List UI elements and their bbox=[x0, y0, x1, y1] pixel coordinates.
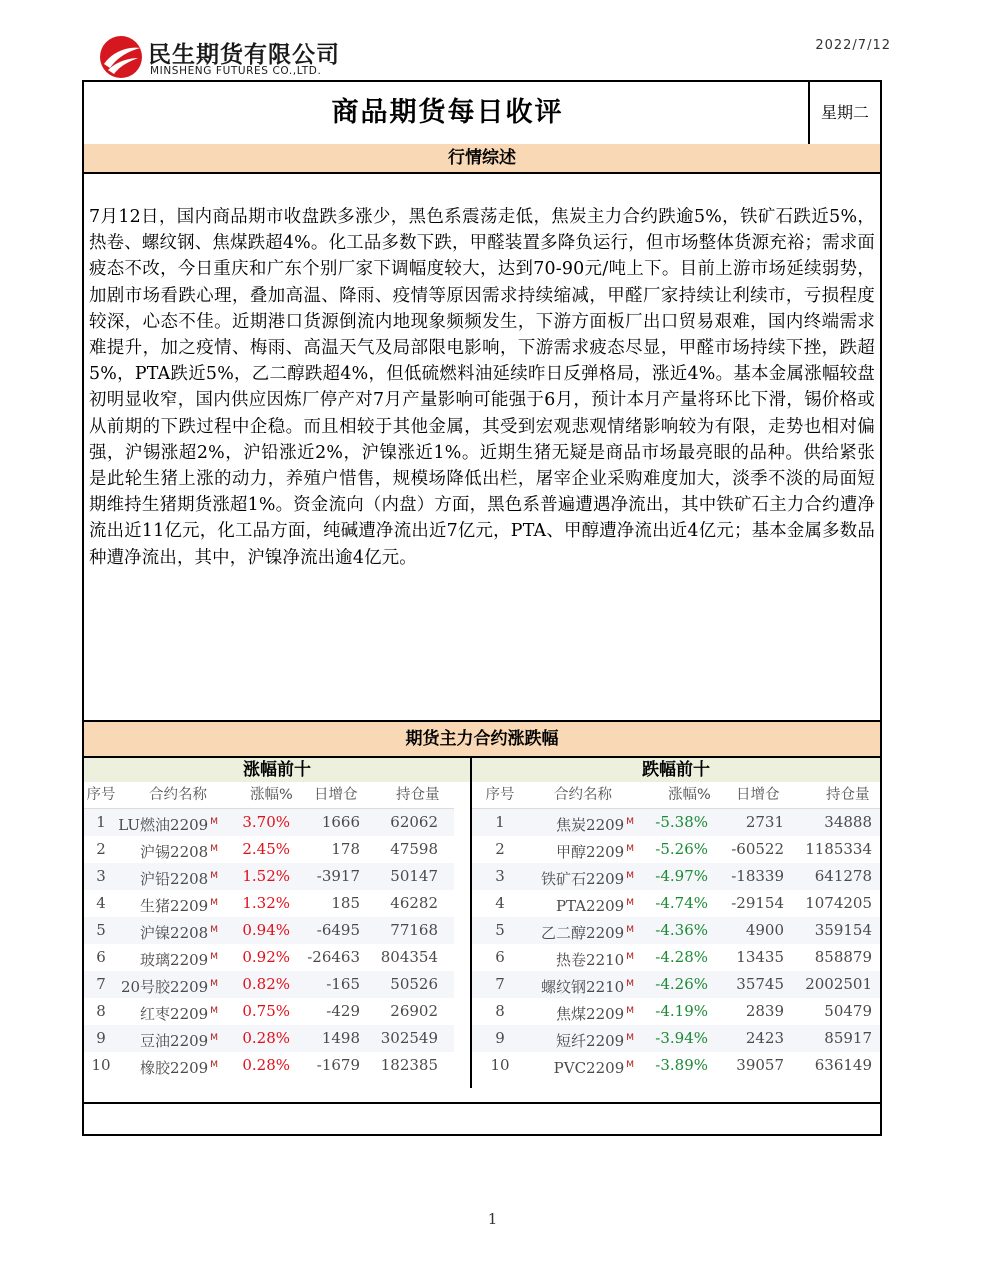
row-no-text: 5 bbox=[96, 921, 106, 939]
oi-change-text: 185 bbox=[331, 894, 360, 912]
change-pct-text: 3.70% bbox=[242, 813, 290, 831]
contract-name bbox=[520, 1052, 634, 1082]
open-interest-text: 636149 bbox=[814, 1056, 872, 1074]
open-interest bbox=[366, 971, 438, 998]
row-no-text: 6 bbox=[96, 948, 106, 966]
oi-change-text: 2731 bbox=[745, 813, 784, 831]
contract-name bbox=[118, 890, 218, 920]
table-row bbox=[84, 917, 454, 944]
change-pct bbox=[230, 890, 290, 917]
open-interest bbox=[786, 890, 872, 917]
table-row bbox=[84, 809, 454, 836]
col-position: 持仓量 bbox=[826, 787, 870, 803]
change-pct-text: -4.26% bbox=[655, 975, 708, 993]
change-pct bbox=[230, 944, 290, 971]
row-no-text: 6 bbox=[495, 948, 505, 966]
oi-change-text: 1666 bbox=[321, 813, 360, 831]
open-interest-text: 46282 bbox=[390, 894, 438, 912]
main-contract-marker: M bbox=[210, 871, 218, 881]
oi-change bbox=[298, 890, 360, 917]
contract-name-text: 豆油2209 bbox=[140, 1032, 209, 1050]
table-row bbox=[472, 1052, 880, 1079]
row-no-text: 9 bbox=[96, 1029, 106, 1047]
contract-name bbox=[520, 1025, 634, 1055]
row-no bbox=[84, 1025, 118, 1052]
contract-name-text: LU燃油2209 bbox=[118, 816, 209, 834]
oi-change bbox=[298, 809, 360, 836]
row-no bbox=[480, 890, 520, 917]
gainers-title: 涨幅前十 bbox=[84, 758, 470, 782]
row-no-text: 7 bbox=[96, 975, 106, 993]
oi-change-text: 4900 bbox=[745, 921, 784, 939]
company-name-en: MINSHENG FUTURES CO.,LTD. bbox=[150, 65, 322, 77]
change-pct bbox=[646, 998, 708, 1025]
row-no bbox=[480, 998, 520, 1025]
change-pct bbox=[230, 809, 290, 836]
change-pct bbox=[646, 917, 708, 944]
oi-change bbox=[716, 944, 784, 971]
oi-change-text: -26463 bbox=[307, 948, 360, 966]
open-interest bbox=[366, 890, 438, 917]
open-interest-text: 804354 bbox=[380, 948, 438, 966]
oi-change bbox=[716, 1025, 784, 1052]
row-no-text: 10 bbox=[490, 1056, 510, 1074]
report-date: 2022/7/12 bbox=[815, 38, 891, 53]
col-position: 持仓量 bbox=[396, 787, 440, 803]
contract-name-text: 橡胶2209 bbox=[140, 1059, 209, 1077]
row-no-text: 4 bbox=[495, 894, 505, 912]
change-pct bbox=[646, 944, 708, 971]
oi-change-text: -60522 bbox=[731, 840, 784, 858]
row-no bbox=[480, 836, 520, 863]
table-row bbox=[84, 836, 454, 863]
contract-name-text: 沪镍2208 bbox=[140, 924, 209, 942]
row-no bbox=[84, 863, 118, 890]
contract-name-text: 甲醇2209 bbox=[556, 843, 625, 861]
row-no-text: 3 bbox=[96, 867, 106, 885]
contract-name-text: PVC2209 bbox=[553, 1059, 625, 1077]
oi-change bbox=[298, 863, 360, 890]
table-row bbox=[84, 1052, 454, 1079]
open-interest bbox=[366, 944, 438, 971]
main-contract-marker: M bbox=[210, 1060, 218, 1070]
change-pct bbox=[646, 1025, 708, 1052]
row-no-text: 8 bbox=[495, 1002, 505, 1020]
oi-change-text: -429 bbox=[326, 1002, 360, 1020]
open-interest-text: 641278 bbox=[814, 867, 872, 885]
col-pct: 涨幅% bbox=[668, 787, 711, 803]
col-oi-change: 日增仓 bbox=[736, 787, 780, 803]
open-interest bbox=[366, 917, 438, 944]
contract-name bbox=[118, 917, 218, 947]
contract-name bbox=[118, 809, 218, 839]
change-pct bbox=[646, 863, 708, 890]
oi-change-text: -165 bbox=[326, 975, 360, 993]
oi-change-text: -29154 bbox=[731, 894, 784, 912]
open-interest-text: 359154 bbox=[814, 921, 872, 939]
main-contract-marker: M bbox=[626, 844, 634, 854]
open-interest-text: 26902 bbox=[390, 1002, 438, 1020]
oi-change bbox=[716, 836, 784, 863]
oi-change bbox=[298, 944, 360, 971]
row-no bbox=[480, 809, 520, 836]
open-interest-text: 47598 bbox=[390, 840, 438, 858]
main-contract-marker: M bbox=[626, 979, 634, 989]
table-row bbox=[84, 998, 454, 1025]
gainers-table bbox=[84, 809, 454, 1079]
oi-change bbox=[716, 1052, 784, 1079]
open-interest-text: 2002501 bbox=[805, 975, 872, 993]
oi-change-text: 13435 bbox=[736, 948, 784, 966]
change-pct bbox=[230, 998, 290, 1025]
change-pct-text: 0.92% bbox=[242, 948, 290, 966]
row-no bbox=[84, 998, 118, 1025]
change-pct-text: 2.45% bbox=[242, 840, 290, 858]
open-interest bbox=[366, 1025, 438, 1052]
main-contract-marker: M bbox=[210, 844, 218, 854]
open-interest-text: 182385 bbox=[380, 1056, 438, 1074]
main-contract-marker: M bbox=[210, 1006, 218, 1016]
open-interest-text: 302549 bbox=[380, 1029, 438, 1047]
change-pct bbox=[646, 836, 708, 863]
change-pct-text: 0.28% bbox=[242, 1056, 290, 1074]
open-interest-text: 50479 bbox=[824, 1002, 872, 1020]
oi-change-text: 2839 bbox=[745, 1002, 784, 1020]
table-bottom-rule bbox=[84, 1102, 880, 1104]
open-interest bbox=[786, 836, 872, 863]
row-no bbox=[84, 944, 118, 971]
change-pct-text: 0.94% bbox=[242, 921, 290, 939]
report-title: 商品期货每日收评 bbox=[331, 97, 564, 128]
change-pct-text: -3.89% bbox=[655, 1056, 708, 1074]
contract-name bbox=[118, 998, 218, 1028]
change-pct-text: -3.94% bbox=[655, 1029, 708, 1047]
open-interest-text: 34888 bbox=[824, 813, 872, 831]
open-interest bbox=[786, 809, 872, 836]
oi-change bbox=[716, 809, 784, 836]
oi-change bbox=[716, 998, 784, 1025]
contract-name bbox=[520, 809, 634, 839]
contract-name-text: PTA2209 bbox=[555, 897, 625, 915]
oi-change bbox=[716, 890, 784, 917]
movers-heading: 期货主力合约涨跌幅 bbox=[84, 722, 880, 758]
open-interest bbox=[366, 836, 438, 863]
table-row bbox=[84, 863, 454, 890]
row-no bbox=[84, 917, 118, 944]
company-name-cn: 民生期货有限公司 bbox=[148, 42, 340, 68]
oi-change bbox=[298, 836, 360, 863]
main-contract-marker: M bbox=[626, 1033, 634, 1043]
oi-change-text: 178 bbox=[331, 840, 360, 858]
change-pct-text: -4.19% bbox=[655, 1002, 708, 1020]
contract-name bbox=[118, 944, 218, 974]
main-contract-marker: M bbox=[626, 1060, 634, 1070]
change-pct-text: -4.28% bbox=[655, 948, 708, 966]
main-contract-marker: M bbox=[210, 817, 218, 827]
row-no bbox=[480, 917, 520, 944]
contract-name-text: 短纤2209 bbox=[556, 1032, 625, 1050]
row-no-text: 1 bbox=[495, 813, 505, 831]
title-row bbox=[84, 82, 880, 146]
change-pct bbox=[230, 1052, 290, 1079]
oi-change-text: 35745 bbox=[736, 975, 784, 993]
company-logo bbox=[98, 34, 398, 80]
change-pct-text: 1.52% bbox=[242, 867, 290, 885]
change-pct-text: -4.36% bbox=[655, 921, 708, 939]
main-contract-marker: M bbox=[210, 898, 218, 908]
change-pct-text: 0.28% bbox=[242, 1029, 290, 1047]
table-row bbox=[84, 890, 454, 917]
col-name: 合约名称 bbox=[149, 787, 207, 803]
table-row bbox=[472, 890, 880, 917]
contract-name bbox=[118, 836, 218, 866]
change-pct bbox=[230, 971, 290, 998]
change-pct bbox=[230, 836, 290, 863]
open-interest-text: 1074205 bbox=[805, 894, 872, 912]
row-no bbox=[480, 971, 520, 998]
row-no bbox=[84, 836, 118, 863]
oi-change-text: -6495 bbox=[316, 921, 360, 939]
open-interest bbox=[786, 863, 872, 890]
open-interest-text: 85917 bbox=[824, 1029, 872, 1047]
table-row bbox=[84, 1025, 454, 1052]
oi-change-text: -3917 bbox=[316, 867, 360, 885]
row-no bbox=[84, 971, 118, 998]
contract-name bbox=[520, 836, 634, 866]
change-pct bbox=[646, 971, 708, 998]
main-contract-marker: M bbox=[210, 925, 218, 935]
row-no-text: 2 bbox=[96, 840, 106, 858]
row-no-text: 8 bbox=[96, 1002, 106, 1020]
row-no-text: 7 bbox=[495, 975, 505, 993]
open-interest-text: 62062 bbox=[390, 813, 438, 831]
table-row bbox=[472, 998, 880, 1025]
contract-name-text: 沪铅2208 bbox=[140, 870, 209, 888]
main-contract-marker: M bbox=[626, 898, 634, 908]
row-no bbox=[480, 863, 520, 890]
table-row bbox=[472, 863, 880, 890]
losers-title: 跌幅前十 bbox=[472, 758, 880, 782]
main-contract-marker: M bbox=[626, 952, 634, 962]
report-frame bbox=[82, 80, 882, 1136]
main-contract-marker: M bbox=[626, 817, 634, 827]
contract-name bbox=[520, 998, 634, 1028]
open-interest bbox=[366, 809, 438, 836]
change-pct-text: -5.26% bbox=[655, 840, 708, 858]
table-row bbox=[472, 1025, 880, 1052]
row-no-text: 3 bbox=[495, 867, 505, 885]
contract-name bbox=[520, 890, 634, 920]
contract-name bbox=[118, 1025, 218, 1055]
losers-header-row bbox=[472, 782, 880, 809]
open-interest-text: 858879 bbox=[814, 948, 872, 966]
oi-change bbox=[298, 917, 360, 944]
row-no-text: 10 bbox=[91, 1056, 111, 1074]
change-pct-text: -4.74% bbox=[655, 894, 708, 912]
change-pct bbox=[646, 890, 708, 917]
main-contract-marker: M bbox=[210, 1033, 218, 1043]
contract-name-text: 焦煤2209 bbox=[556, 1005, 625, 1023]
change-pct bbox=[230, 1025, 290, 1052]
open-interest-text: 77168 bbox=[390, 921, 438, 939]
col-no: 序号 bbox=[86, 787, 116, 803]
oi-change bbox=[298, 1052, 360, 1079]
main-contract-marker: M bbox=[626, 925, 634, 935]
oi-change bbox=[716, 917, 784, 944]
contract-name bbox=[118, 971, 218, 1001]
market-summary-heading: 行情综述 bbox=[84, 144, 880, 174]
contract-name-text: 20号胶2209 bbox=[120, 978, 209, 996]
contract-name-text: 热卷2210 bbox=[556, 951, 625, 969]
main-contract-marker: M bbox=[626, 871, 634, 881]
contract-name bbox=[520, 971, 634, 1001]
change-pct-text: -4.97% bbox=[655, 867, 708, 885]
contract-name-text: 焦炭2209 bbox=[556, 816, 625, 834]
table-row bbox=[472, 971, 880, 998]
open-interest bbox=[786, 971, 872, 998]
main-contract-marker: M bbox=[210, 979, 218, 989]
contract-name bbox=[520, 917, 634, 947]
row-no bbox=[84, 890, 118, 917]
oi-change-text: 2423 bbox=[745, 1029, 784, 1047]
losers-panel bbox=[472, 758, 880, 1079]
change-pct bbox=[646, 1052, 708, 1079]
contract-name bbox=[520, 944, 634, 974]
gainers-header-row bbox=[84, 782, 454, 809]
row-no bbox=[84, 809, 118, 836]
change-pct-text: 0.82% bbox=[242, 975, 290, 993]
open-interest bbox=[786, 1025, 872, 1052]
row-no bbox=[84, 1052, 118, 1079]
contract-name bbox=[118, 1052, 218, 1082]
row-no bbox=[480, 1052, 520, 1079]
row-no bbox=[480, 944, 520, 971]
row-no-text: 9 bbox=[495, 1029, 505, 1047]
oi-change-text: 1498 bbox=[321, 1029, 360, 1047]
contract-name-text: 乙二醇2209 bbox=[541, 924, 625, 942]
change-pct-text: 0.75% bbox=[242, 1002, 290, 1020]
table-row bbox=[84, 944, 454, 971]
open-interest-text: 1185334 bbox=[805, 840, 872, 858]
oi-change bbox=[716, 971, 784, 998]
col-no: 序号 bbox=[485, 787, 515, 803]
row-no bbox=[480, 1025, 520, 1052]
contract-name bbox=[118, 863, 218, 893]
change-pct bbox=[230, 863, 290, 890]
open-interest bbox=[366, 998, 438, 1025]
col-name: 合约名称 bbox=[554, 787, 612, 803]
oi-change bbox=[716, 863, 784, 890]
oi-change bbox=[298, 971, 360, 998]
row-no-text: 2 bbox=[495, 840, 505, 858]
open-interest-text: 50526 bbox=[390, 975, 438, 993]
contract-name-text: 沪锡2208 bbox=[140, 843, 209, 861]
open-interest bbox=[366, 863, 438, 890]
minsheng-logo-icon bbox=[98, 34, 144, 80]
open-interest bbox=[786, 998, 872, 1025]
open-interest bbox=[786, 1052, 872, 1079]
losers-table bbox=[472, 809, 880, 1079]
table-row bbox=[84, 971, 454, 998]
oi-change bbox=[298, 1025, 360, 1052]
contract-name bbox=[520, 863, 634, 893]
table-row bbox=[472, 809, 880, 836]
weekday-cell: 星期二 bbox=[808, 82, 880, 144]
oi-change bbox=[298, 998, 360, 1025]
market-summary-text: 7月12日，国内商品期市收盘跌多涨少，黑色系震荡走低，焦炭主力合约跌逾5%，铁矿石跌近5%，热卷、螺纹钢、焦煤跌超4%。化工品多数下跌，甲醛装置多降负运行，但市场整体货源充裕；需求面疲态不改，今日重庆和广东个别厂家下调幅度较大，达到70-90元/吨上下。目前上游市场延续弱势，加剧市场看跌心理，叠加高温、降雨、疫情等原因需求持续缩减，甲醛厂家持续让利续市，亏损程度较深，心态不佳。近期港口货源倒流内地现象频频发生，下游方面板厂出口贸易艰难，国内终端需求难提升，加之疫情、梅雨、高温天气及局部限电影响，下游需求疲态尽显，甲醛市场持续下挫，跌超5%，PTA跌近5%，乙二醇跌超4%，但低硫燃料油延续昨日反弹格局，涨近4%。基本金属涨幅较盘初明显收窄，国内供应因炼厂停产对7月产量影响可能强于6月，预计本月产量将环比下滑，锡价格或从前期的下跌过程中企稳。而且相较于其他金属，其受到宏观悲观情绪影响较为有限，走势也相对偏强，沪锡涨超2%，沪铅涨近2%，沪镍涨近1%。近期生猪无疑是商品市场最亮眼的品种。供给紧张是此轮生猪上涨的动力，养殖户惜售，规模场降低出栏，屠宰企业采购难度加大，淡季不淡的局面短期维持生猪期货涨超1%。资金流向（内盘）方面，黑色系普遍遭遇净流出，其中铁矿石主力合约遭净流出近11亿元，化工品方面，纯碱遭净流出近7亿元，PTA、甲醇遭净流出近4亿元；基本金属多数品种遭净流出，其中，沪镍净流出逾4亿元。 bbox=[89, 207, 875, 568]
open-interest-text: 50147 bbox=[390, 867, 438, 885]
change-pct bbox=[646, 809, 708, 836]
open-interest bbox=[786, 917, 872, 944]
change-pct-text: -5.38% bbox=[655, 813, 708, 831]
table-row bbox=[472, 836, 880, 863]
main-contract-marker: M bbox=[210, 952, 218, 962]
row-no-text: 4 bbox=[96, 894, 106, 912]
change-pct bbox=[230, 917, 290, 944]
contract-name-text: 红枣2209 bbox=[140, 1005, 209, 1023]
oi-change-text: -18339 bbox=[731, 867, 784, 885]
col-oi-change: 日增仓 bbox=[314, 787, 358, 803]
contract-name-text: 生猪2209 bbox=[140, 897, 209, 915]
table-row bbox=[472, 917, 880, 944]
contract-name-text: 铁矿石2209 bbox=[541, 870, 625, 888]
main-contract-marker: M bbox=[626, 1006, 634, 1016]
row-no-text: 1 bbox=[96, 813, 106, 831]
open-interest bbox=[786, 944, 872, 971]
contract-name-text: 玻璃2209 bbox=[140, 951, 209, 969]
page-number: 1 bbox=[487, 1210, 498, 1228]
table-row bbox=[472, 944, 880, 971]
oi-change-text: -1679 bbox=[316, 1056, 360, 1074]
gainers-panel bbox=[84, 758, 470, 1079]
col-pct: 涨幅% bbox=[250, 787, 293, 803]
oi-change-text: 39057 bbox=[736, 1056, 784, 1074]
row-no-text: 5 bbox=[495, 921, 505, 939]
change-pct-text: 1.32% bbox=[242, 894, 290, 912]
contract-name-text: 螺纹钢2210 bbox=[541, 978, 625, 996]
open-interest bbox=[366, 1052, 438, 1079]
